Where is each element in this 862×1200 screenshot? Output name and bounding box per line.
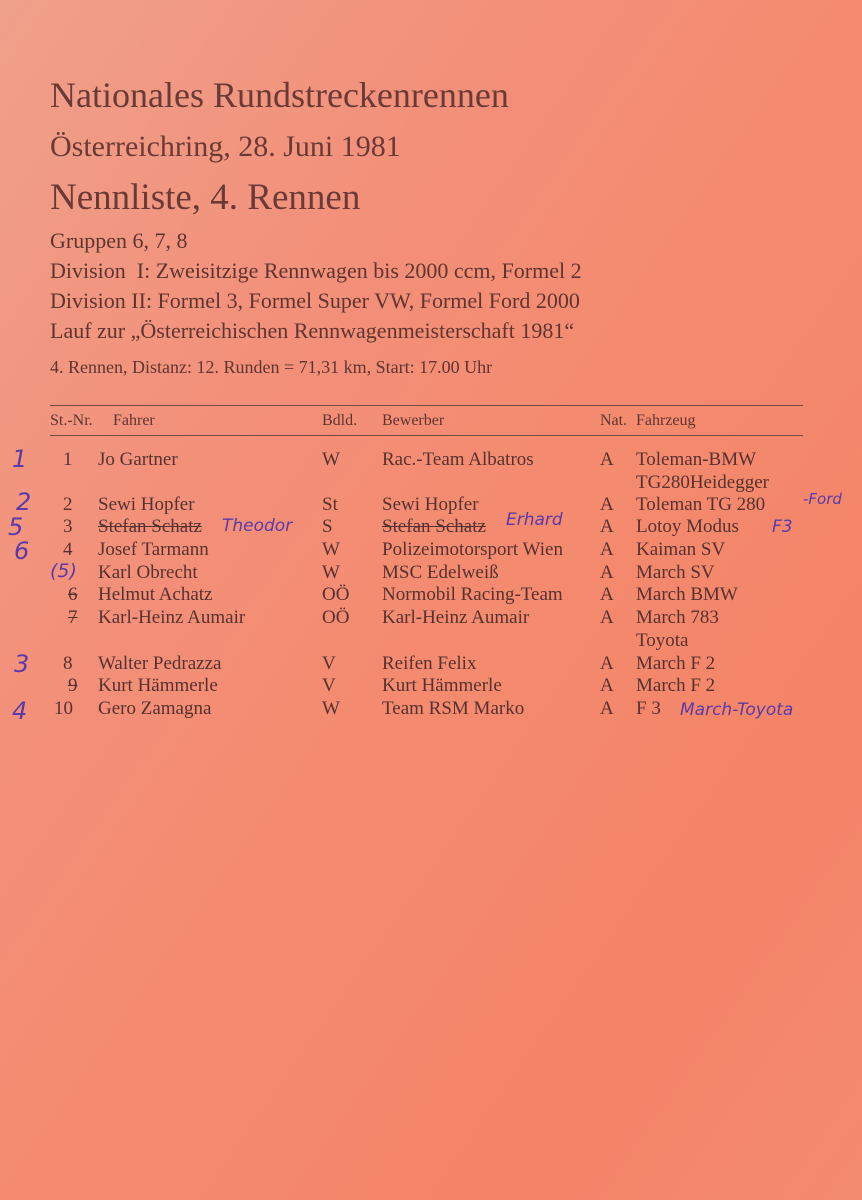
- entry-car: March F 2: [636, 675, 716, 696]
- entry-nat: A: [600, 562, 614, 583]
- venue-date: Österreichring, 28. Juni 1981: [50, 130, 401, 163]
- entry-car: Toleman-BMW: [636, 449, 757, 470]
- entry-driver: Gero Zamagna: [98, 698, 212, 719]
- entry-state: W: [322, 698, 340, 719]
- entry-nr-struck: 9: [68, 675, 78, 696]
- entry-entrant: MSC Edelweiß: [382, 562, 499, 583]
- page-title: Nationales Rundstreckenrennen: [50, 75, 509, 115]
- entry-driver: Sewi Hopfer: [98, 494, 195, 515]
- handwritten-position: 6: [14, 537, 30, 565]
- entry-car: March 783: [636, 607, 719, 628]
- division-2-line: Division II: Formel 3, Formel Super VW, Formel Ford 2000: [50, 288, 580, 313]
- entry-driver: Karl-Heinz Aumair: [98, 607, 246, 628]
- entry-nat: A: [600, 675, 614, 696]
- entry-state: W: [322, 539, 340, 560]
- entry-state: W: [322, 562, 340, 583]
- entry-nr: 4: [63, 539, 73, 560]
- entry-nat: A: [600, 449, 614, 470]
- entry-state: W: [322, 449, 340, 470]
- entry-nat: A: [600, 653, 614, 674]
- entry-entrant: Team RSM Marko: [382, 698, 525, 719]
- entry-car-line2: Toyota: [636, 630, 689, 651]
- list-title: Nennliste, 4. Rennen: [50, 177, 361, 218]
- handwritten-position: 1: [12, 445, 28, 473]
- table-header-rule: [50, 435, 803, 436]
- handwritten-position: 2: [16, 488, 32, 516]
- col-header-nr: St.-Nr.: [50, 412, 93, 429]
- entry-driver: Helmut Achatz: [98, 584, 213, 605]
- championship-line: Lauf zur „Österreichischen Rennwagenmeisterschaft 1981“: [50, 318, 575, 343]
- entry-nat: A: [600, 584, 614, 605]
- handwritten-position: 3: [14, 650, 30, 678]
- col-header-state: Bdld.: [322, 412, 358, 429]
- entry-state: S: [322, 516, 333, 537]
- handwritten-entrant-name: Erhard: [506, 510, 563, 530]
- entry-state: OÖ: [322, 584, 350, 605]
- entry-state: OÖ: [322, 607, 350, 628]
- table-top-rule: [50, 405, 803, 406]
- entry-driver: Kurt Hämmerle: [98, 675, 218, 696]
- entry-nr: 3: [63, 516, 73, 537]
- entry-entrant: Polizeimotorsport Wien: [382, 539, 563, 560]
- entry-nr: 8: [63, 653, 73, 674]
- entry-driver: Walter Pedrazza: [98, 653, 222, 674]
- entry-nat: A: [600, 539, 614, 560]
- handwritten-car-note: -Ford: [803, 490, 842, 508]
- col-header-entrant: Bewerber: [382, 412, 445, 429]
- entry-state: V: [322, 653, 336, 674]
- entry-nat: A: [600, 698, 614, 719]
- entry-entrant: Normobil Racing-Team: [382, 584, 563, 605]
- entry-nat: A: [600, 607, 614, 628]
- entry-nr-struck: 6: [68, 584, 78, 605]
- entry-car: Lotoy Modus: [636, 516, 739, 537]
- entry-state: St: [322, 494, 338, 515]
- entry-nr: 2: [63, 494, 73, 515]
- entry-nr-struck: 7: [68, 607, 78, 628]
- entry-entrant: Sewi Hopfer: [382, 494, 479, 515]
- entry-car: March SV: [636, 562, 715, 583]
- entry-car: F 3: [636, 698, 661, 719]
- handwritten-car-note: F3: [772, 517, 793, 537]
- entry-state: V: [322, 675, 336, 696]
- handwritten-position: (5): [50, 560, 77, 582]
- entry-entrant: Karl-Heinz Aumair: [382, 607, 530, 628]
- handwritten-car-note: March-Toyota: [680, 700, 794, 720]
- col-header-nat: Nat.: [600, 412, 628, 429]
- entry-driver-struck: Stefan Schatz: [98, 516, 202, 537]
- entry-car: March BMW: [636, 584, 738, 605]
- entry-entrant: Kurt Hämmerle: [382, 675, 502, 696]
- race-info: 4. Rennen, Distanz: 12. Runden = 71,31 km, Start: 17.00 Uhr: [50, 357, 493, 377]
- entry-driver: Josef Tarmann: [98, 539, 209, 560]
- entry-nr: 1: [63, 449, 73, 470]
- entry-nat: A: [600, 516, 614, 537]
- entry-car-line2: TG280Heidegger: [636, 472, 769, 493]
- entry-car: Kaiman SV: [636, 539, 726, 560]
- entry-nat: A: [600, 494, 614, 515]
- entry-nr: 10: [54, 698, 73, 719]
- handwritten-driver-name: Theodor: [222, 516, 293, 536]
- handwritten-position: 4: [12, 697, 28, 725]
- division-1-line: Division I: Zweisitzige Rennwagen bis 2000 ccm, Formel 2: [50, 258, 582, 283]
- col-header-car: Fahrzeug: [636, 412, 696, 429]
- col-header-driver: Fahrer: [113, 412, 155, 429]
- entry-entrant: Reifen Felix: [382, 653, 477, 674]
- entry-car: March F 2: [636, 653, 716, 674]
- entry-driver: Jo Gartner: [98, 449, 178, 470]
- entry-car: Toleman TG 280: [636, 494, 766, 515]
- groups-line: Gruppen 6, 7, 8: [50, 228, 188, 253]
- entry-entrant-struck: Stefan Schatz: [382, 516, 486, 537]
- entry-driver: Karl Obrecht: [98, 562, 198, 583]
- entry-entrant: Rac.-Team Albatros: [382, 449, 534, 470]
- handwritten-position: 5: [8, 513, 24, 541]
